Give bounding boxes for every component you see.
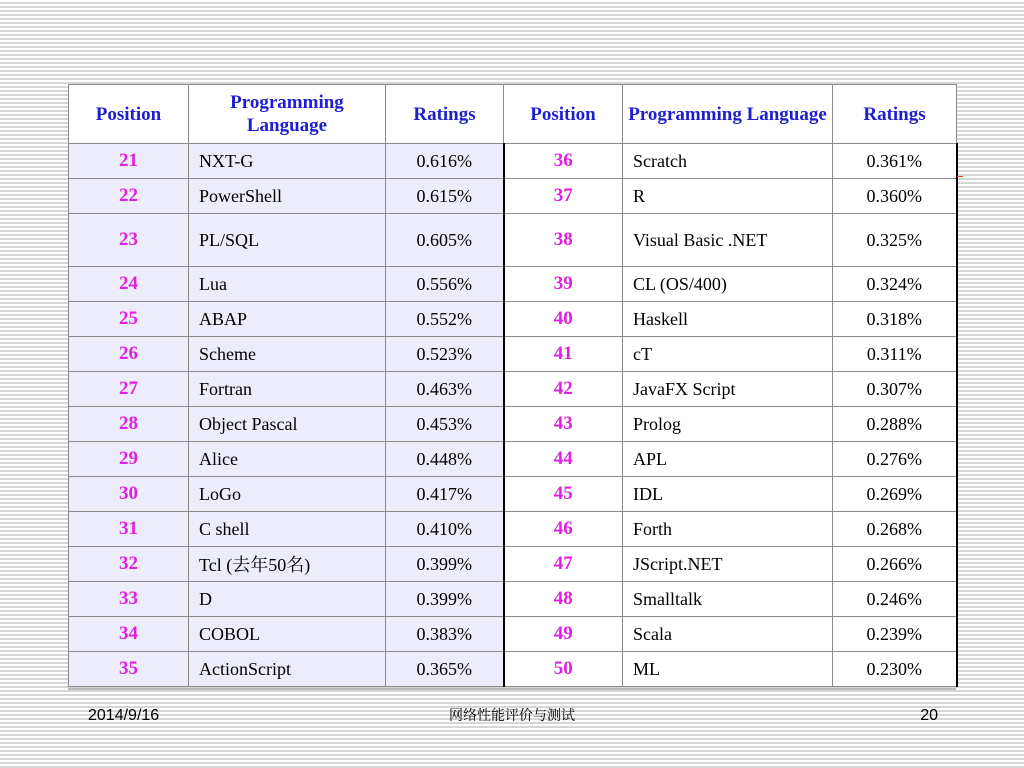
- left-language-cell: COBOL: [189, 617, 386, 652]
- table-body: [69, 144, 957, 687]
- left-rating-cell: 0.399%: [386, 547, 504, 582]
- left-language-cell: Tcl (去年50名): [189, 547, 386, 582]
- table-row: [69, 547, 957, 582]
- left-language-cell: C shell: [189, 512, 386, 547]
- right-position-cell: 36: [504, 144, 623, 179]
- table-row: [69, 337, 957, 372]
- table-row: [69, 214, 957, 267]
- left-position-cell: 26: [69, 337, 189, 372]
- red-marker: [957, 176, 963, 177]
- left-position-cell: 30: [69, 477, 189, 512]
- left-rating-cell: 0.605%: [386, 214, 504, 267]
- table-header-row: [69, 85, 957, 144]
- ratings-table: [68, 84, 958, 687]
- right-language-cell: cT: [623, 337, 833, 372]
- footer-date: 2014/9/16: [88, 707, 160, 724]
- left-position-cell: 22: [69, 179, 189, 214]
- table-row: [69, 652, 957, 687]
- right-rating-cell: 0.239%: [833, 617, 957, 652]
- left-position-cell: 29: [69, 442, 189, 477]
- header-language-left: Programming Language: [189, 85, 386, 144]
- right-position-cell: 37: [504, 179, 623, 214]
- left-rating-cell: 0.417%: [386, 477, 504, 512]
- table-row: [69, 372, 957, 407]
- left-position-cell: 33: [69, 582, 189, 617]
- left-position-cell: 27: [69, 372, 189, 407]
- right-position-cell: 43: [504, 407, 623, 442]
- right-rating-cell: 0.276%: [833, 442, 957, 477]
- left-language-cell: ActionScript: [189, 652, 386, 687]
- left-language-cell: LoGo: [189, 477, 386, 512]
- left-position-cell: 25: [69, 302, 189, 337]
- header-position-right: Position: [504, 85, 623, 144]
- right-language-cell: Smalltalk: [623, 582, 833, 617]
- left-language-cell: Alice: [189, 442, 386, 477]
- right-rating-cell: 0.268%: [833, 512, 957, 547]
- left-position-cell: 32: [69, 547, 189, 582]
- left-language-cell: NXT-G: [189, 144, 386, 179]
- table-row: [69, 477, 957, 512]
- table-row: [69, 144, 957, 179]
- left-position-cell: 28: [69, 407, 189, 442]
- left-rating-cell: 0.615%: [386, 179, 504, 214]
- left-language-cell: Fortran: [189, 372, 386, 407]
- left-position-cell: 34: [69, 617, 189, 652]
- left-position-cell: 35: [69, 652, 189, 687]
- right-language-cell: ML: [623, 652, 833, 687]
- right-rating-cell: 0.360%: [833, 179, 957, 214]
- right-rating-cell: 0.269%: [833, 477, 957, 512]
- right-position-cell: 50: [504, 652, 623, 687]
- table-row: [69, 267, 957, 302]
- right-rating-cell: 0.361%: [833, 144, 957, 179]
- header-language-right: Programming Language: [623, 85, 833, 144]
- left-position-cell: 31: [69, 512, 189, 547]
- right-position-cell: 48: [504, 582, 623, 617]
- right-rating-cell: 0.288%: [833, 407, 957, 442]
- left-rating-cell: 0.383%: [386, 617, 504, 652]
- header-ratings-left: Ratings: [386, 85, 504, 144]
- right-position-cell: 40: [504, 302, 623, 337]
- left-language-cell: Lua: [189, 267, 386, 302]
- footer-page-number: 20: [920, 707, 938, 724]
- left-rating-cell: 0.399%: [386, 582, 504, 617]
- footer-title: 网络性能评价与测试: [449, 708, 575, 724]
- left-rating-cell: 0.410%: [386, 512, 504, 547]
- right-rating-cell: 0.318%: [833, 302, 957, 337]
- right-rating-cell: 0.311%: [833, 337, 957, 372]
- header-position-left: Position: [69, 85, 189, 144]
- left-language-cell: ABAP: [189, 302, 386, 337]
- left-language-cell: PowerShell: [189, 179, 386, 214]
- left-rating-cell: 0.453%: [386, 407, 504, 442]
- right-language-cell: Scratch: [623, 144, 833, 179]
- right-language-cell: R: [623, 179, 833, 214]
- right-position-cell: 47: [504, 547, 623, 582]
- table-row: [69, 442, 957, 477]
- right-rating-cell: 0.324%: [833, 267, 957, 302]
- right-rating-cell: 0.325%: [833, 214, 957, 267]
- header-ratings-right: Ratings: [833, 85, 957, 144]
- left-rating-cell: 0.365%: [386, 652, 504, 687]
- right-language-cell: Forth: [623, 512, 833, 547]
- left-rating-cell: 0.463%: [386, 372, 504, 407]
- right-language-cell: Visual Basic .NET: [623, 214, 833, 267]
- table-row: [69, 302, 957, 337]
- right-language-cell: Prolog: [623, 407, 833, 442]
- left-language-cell: PL/SQL: [189, 214, 386, 267]
- right-language-cell: APL: [623, 442, 833, 477]
- right-position-cell: 42: [504, 372, 623, 407]
- left-language-cell: Scheme: [189, 337, 386, 372]
- left-position-cell: 21: [69, 144, 189, 179]
- table-row: [69, 407, 957, 442]
- right-rating-cell: 0.307%: [833, 372, 957, 407]
- left-rating-cell: 0.616%: [386, 144, 504, 179]
- left-language-cell: D: [189, 582, 386, 617]
- right-language-cell: CL (OS/400): [623, 267, 833, 302]
- right-rating-cell: 0.246%: [833, 582, 957, 617]
- table-row: [69, 617, 957, 652]
- table-row: [69, 179, 957, 214]
- left-rating-cell: 0.523%: [386, 337, 504, 372]
- right-position-cell: 39: [504, 267, 623, 302]
- table-row: [69, 512, 957, 547]
- right-language-cell: Haskell: [623, 302, 833, 337]
- left-rating-cell: 0.556%: [386, 267, 504, 302]
- table-row: [69, 582, 957, 617]
- left-language-cell: Object Pascal: [189, 407, 386, 442]
- right-language-cell: JScript.NET: [623, 547, 833, 582]
- right-position-cell: 49: [504, 617, 623, 652]
- right-position-cell: 45: [504, 477, 623, 512]
- right-language-cell: IDL: [623, 477, 833, 512]
- left-position-cell: 24: [69, 267, 189, 302]
- right-position-cell: 38: [504, 214, 623, 267]
- right-position-cell: 41: [504, 337, 623, 372]
- bottom-rule: [68, 688, 956, 690]
- right-position-cell: 46: [504, 512, 623, 547]
- right-position-cell: 44: [504, 442, 623, 477]
- left-position-cell: 23: [69, 214, 189, 267]
- right-rating-cell: 0.230%: [833, 652, 957, 687]
- right-rating-cell: 0.266%: [833, 547, 957, 582]
- right-language-cell: Scala: [623, 617, 833, 652]
- left-rating-cell: 0.448%: [386, 442, 504, 477]
- left-rating-cell: 0.552%: [386, 302, 504, 337]
- right-language-cell: JavaFX Script: [623, 372, 833, 407]
